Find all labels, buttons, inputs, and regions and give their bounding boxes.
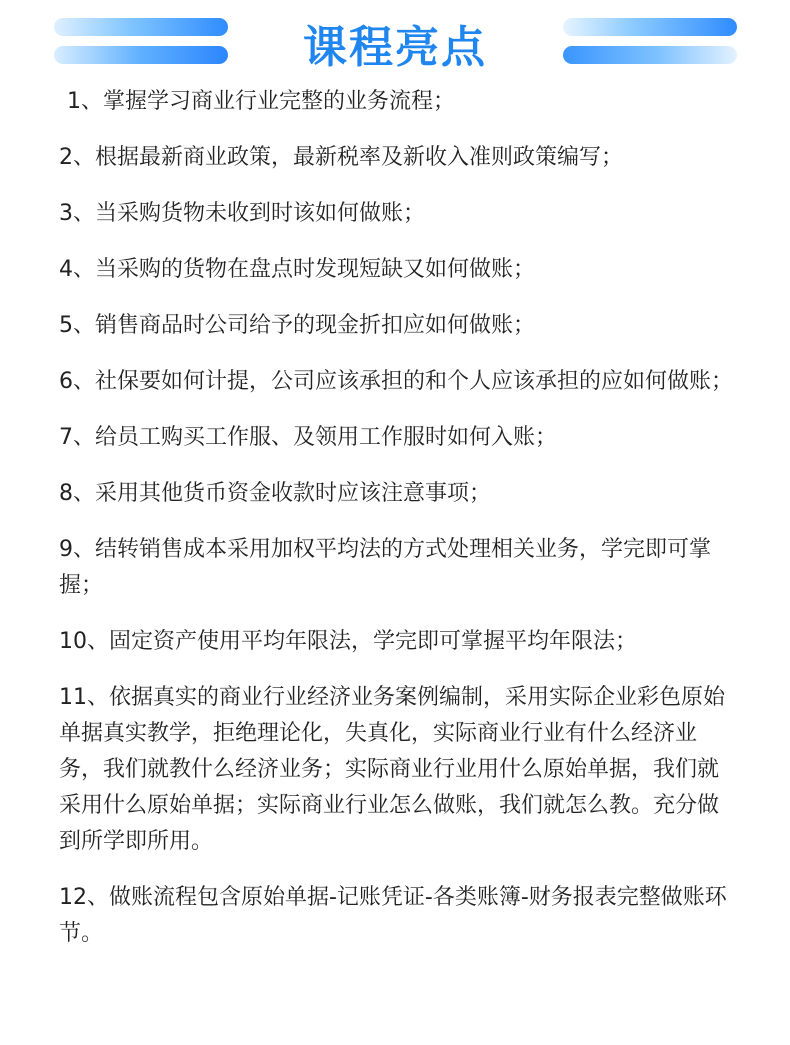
list-item: 4、当采购的货物在盘点时发现短缺又如何做账；: [59, 257, 535, 282]
list-item: 8、采用其他货币资金收款时应该注意事项；: [59, 481, 491, 506]
list-item: 11、依据真实的商业行业经济业务案例编制，采用实际企业彩色原始单据真实教学，拒绝理论化，失真化，实际商业行业有什么经济业务，我们就教什么经济业务；实际商业行业用什么原始单据，我们就采用什么原始单据；实际商业行业怎么做账，我们就怎么教。充分做到所学即所用。: [59, 685, 725, 854]
list-item: 2、根据最新商业政策，最新税率及新收入准则政策编写；: [59, 145, 623, 170]
list-item: 3、当采购货物未收到时该如何做账；: [59, 201, 425, 226]
highlights-list: [59, 84, 739, 972]
list-item: 5、销售商品时公司给予的现金折扣应如何做账；: [59, 313, 535, 338]
page-title: 课程亮点: [303, 22, 487, 73]
list-item: 10、固定资产使用平均年限法，学完即可掌握平均年限法；: [59, 629, 637, 654]
list-item: 1、掌握学习商业行业完整的业务流程；: [67, 89, 455, 114]
list-item: 6、社保要如何计提，公司应该承担的和个人应该承担的应如何做账；: [59, 369, 733, 394]
list-item: 9、结转销售成本采用加权平均法的方式处理相关业务，学完即可掌握；: [59, 537, 711, 598]
list-item: 12、做账流程包含原始单据-记账凭证-各类账簿-财务报表完整做账环节。: [59, 885, 727, 946]
list-item: 7、给员工购买工作服、及领用工作服时如何入账；: [59, 425, 557, 450]
